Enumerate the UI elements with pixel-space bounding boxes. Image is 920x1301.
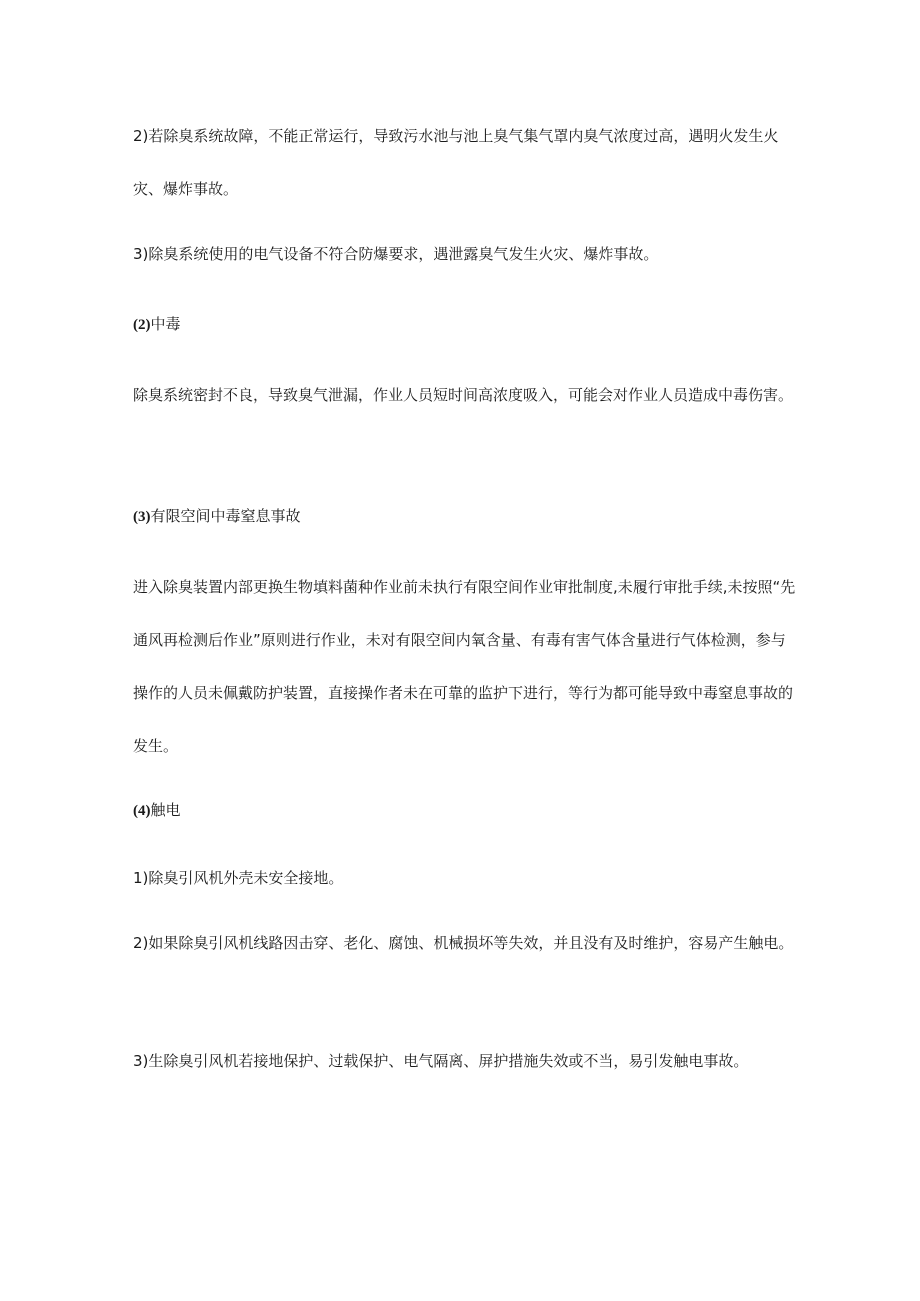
- heading-electric-shock: [133, 798, 797, 823]
- heading-confined-space: [133, 504, 797, 529]
- heading-number: (3): [133, 509, 151, 525]
- heading-text: 中毒: [150, 315, 181, 333]
- paragraph-explosion-proof-equipment: 3)除臭系统使用的电气设备不符合防爆要求，遇泄露臭气发生火灾、爆炸事故。: [133, 245, 659, 263]
- heading-number: (4): [133, 803, 151, 819]
- paragraph-grounding: 1)除臭引风机外壳未安全接地。: [133, 869, 344, 887]
- paragraph-fire-odor-system-failure: 2)若除臭系统故障，不能正常运行，导致污水池与池上臭气集气罩内臭气浓度过高，遇明火发生火灾、爆炸事故。: [133, 127, 779, 198]
- heading-text: 触电: [150, 801, 181, 819]
- paragraph-confined-space-procedure: 进入除臭装置内部更换生物填料菌种作业前未执行有限空间作业审批制度,未履行审批手续,未按照“先通风再检测后作业”原则进行作业，未对有限空间内氧含量、有毒有害气体含量进行气体检测，参与操作的人员未佩戴防护装置，直接操作者未在可靠的监护下进行，等行为都可能导致中毒窒息事故的发生。: [133, 578, 796, 755]
- heading-number: (2): [133, 317, 151, 333]
- paragraph-protection-failure: 3)生除臭引风机若接地保护、过载保护、电气隔离、屏护措施失效或不当，易引发触电事故。: [133, 1052, 749, 1070]
- heading-text: 有限空间中毒窒息事故: [150, 507, 301, 525]
- paragraph-wiring-failure: 2)如果除臭引风机线路因击穿、老化、腐蚀、机械损坏等失效，并且没有及时维护，容易产生触电。: [133, 934, 794, 952]
- heading-poisoning: [133, 312, 797, 337]
- paragraph-seal-leak: 除臭系统密封不良，导致臭气泄漏，作业人员短时间高浓度吸入，可能会对作业人员造成中毒伤害。: [133, 386, 794, 404]
